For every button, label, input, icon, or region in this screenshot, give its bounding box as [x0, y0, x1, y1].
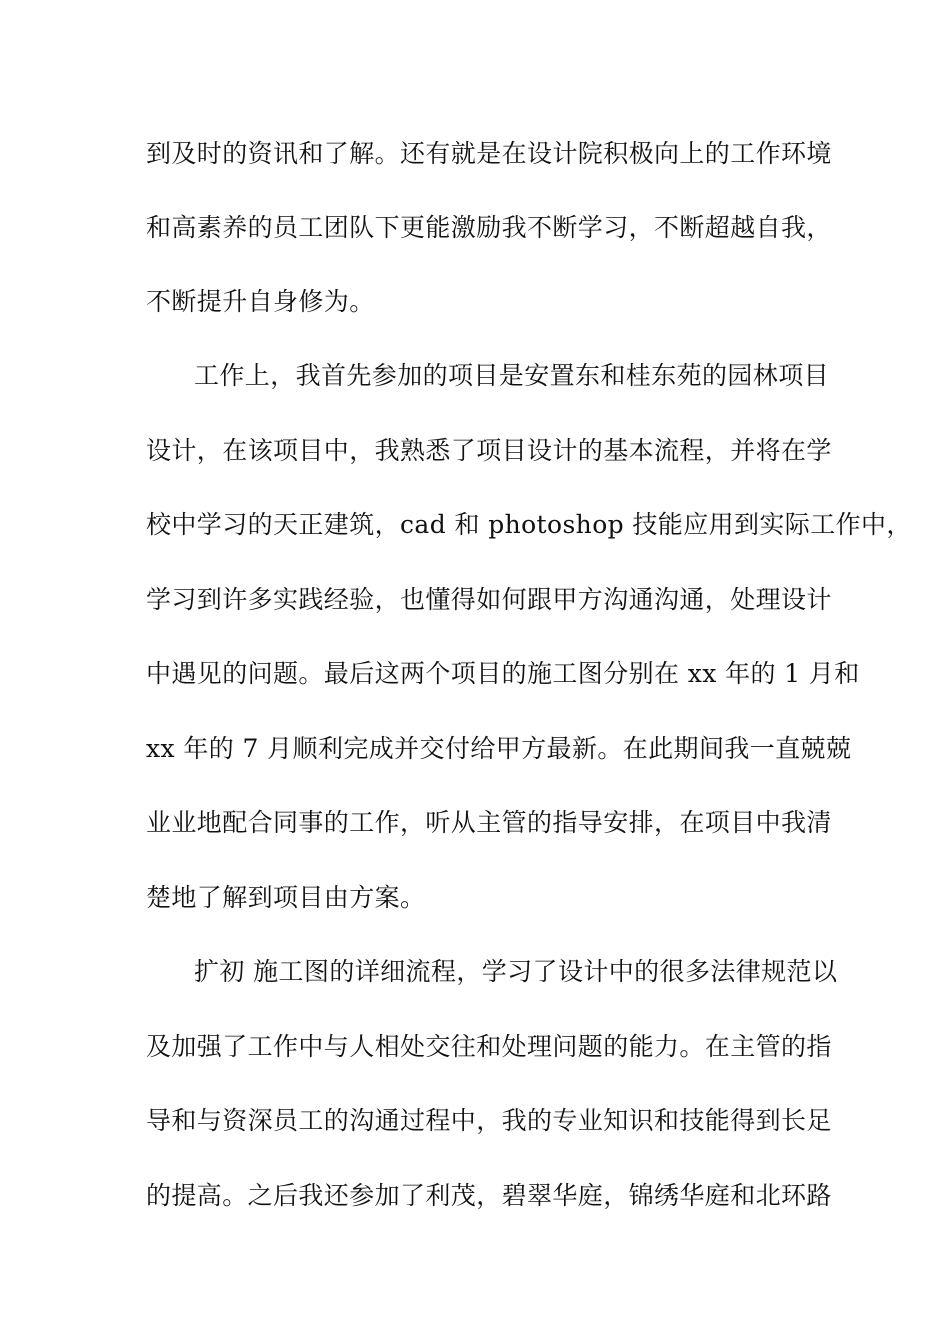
text-line-3: 不断提升自身修为。	[146, 287, 375, 316]
paragraph-start-line-4: 工作上，我首先参加的项目是安置东和桂东苑的园林项目	[194, 361, 830, 390]
text-line-11: 楚地了解到项目由方案。	[146, 883, 426, 912]
text-line-9: xx 年的 7 月顺利完成并交付给甲方最新。在此期间我一直兢兢	[146, 734, 852, 763]
text-line-13: 及加强了工作中与人相处交往和处理问题的能力。在主管的指	[146, 1032, 832, 1061]
text-line-1: 到及时的资讯和了解。还有就是在设计院积极向上的工作环境	[146, 139, 832, 168]
text-line-2: 和高素养的员工团队下更能激励我不断学习，不断超越自我，	[146, 213, 832, 242]
paragraph-start-line-12: 扩初 施工图的详细流程，学习了设计中的很多法律规范以	[194, 957, 838, 986]
text-line-7: 学习到许多实践经验，也懂得如何跟甲方沟通沟通，处理设计	[146, 585, 832, 614]
text-line-6: 校中学习的天正建筑，cad 和 photoshop 技能应用到实际工作中，	[146, 510, 912, 539]
text-line-10: 业业地配合同事的工作，听从主管的指导安排，在项目中我清	[146, 808, 832, 837]
text-line-14: 导和与资深员工的沟通过程中，我的专业知识和技能得到长足	[146, 1106, 832, 1135]
text-line-15: 的提高。之后我还参加了利茂，碧翠华庭，锦绣华庭和北环路	[146, 1181, 832, 1210]
text-line-8: 中遇见的问题。最后这两个项目的施工图分别在 xx 年的 1 月和	[146, 659, 860, 688]
text-line-5: 设计，在该项目中，我熟悉了项目设计的基本流程，并将在学	[146, 436, 832, 465]
